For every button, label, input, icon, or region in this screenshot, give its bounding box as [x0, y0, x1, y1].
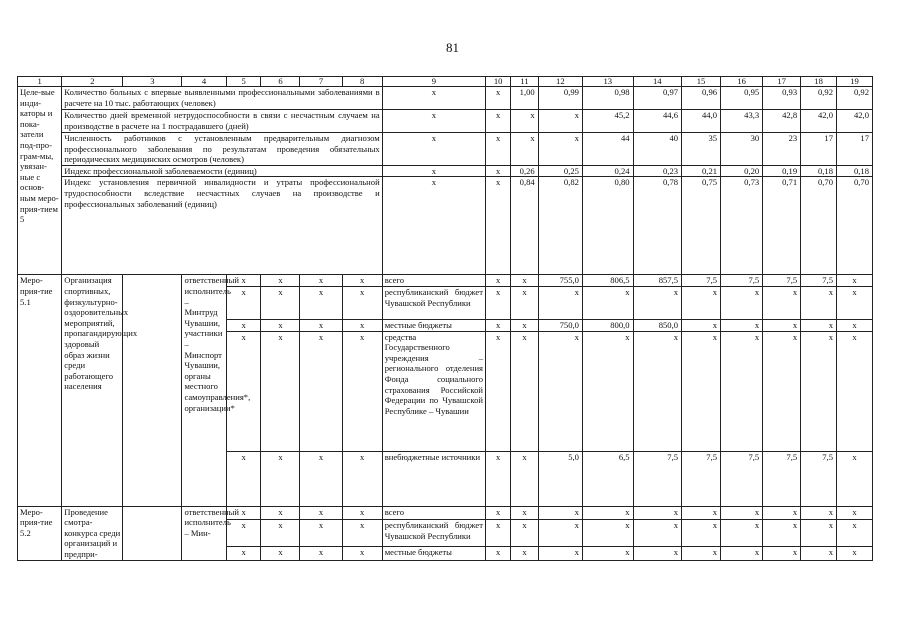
funding-value: 857,5 [633, 275, 681, 287]
measure-name: Проведение смотра-конкурса среди организаций и предпри- [62, 506, 123, 560]
indicator-value: 17 [837, 133, 873, 166]
indicator-value: 0,23 [633, 165, 681, 177]
indicator-value: 40 [633, 133, 681, 166]
budget-code: x [226, 319, 261, 331]
funding-value: x [538, 286, 582, 319]
funding-value: 7,5 [721, 451, 763, 506]
funding-value: x [633, 546, 681, 560]
indicator-value: 42,0 [837, 110, 873, 133]
indicator-value: 0,21 [682, 165, 721, 177]
indicator-value: x [382, 87, 485, 110]
indicator-value: x [486, 177, 511, 275]
funding-value: x [682, 546, 721, 560]
indicator-value: 0,25 [538, 165, 582, 177]
column-number: 6 [261, 77, 300, 87]
funding-value: x [837, 520, 873, 547]
indicator-row [18, 110, 873, 133]
funding-value: x [763, 319, 801, 331]
measure-name: Организация спортивных, физкультурно-оздоровительных мероприятий, пропагандирующих здоровый образ жизни среди работающего населения [62, 275, 123, 506]
funding-source: местные бюджеты [382, 546, 485, 560]
indicator-row [18, 87, 873, 110]
budget-code: x [226, 331, 261, 451]
indicator-value: 0,98 [582, 87, 633, 110]
funding-source: внебюджетные источники [382, 451, 485, 506]
indicator-value: x [382, 177, 485, 275]
indicator-name: Численность работников с установленным предварительным диагнозом профессионального заболевания по результатам проведения обязательных периодических медицинских осмотров (человек) [62, 133, 382, 166]
funding-source: местные бюджеты [382, 319, 485, 331]
funding-value: x [837, 319, 873, 331]
budget-code: x [300, 275, 342, 287]
measure-52-row [18, 506, 873, 520]
funding-value: x [511, 275, 538, 287]
budget-code: x [300, 319, 342, 331]
header-row [18, 77, 873, 87]
column-number: 18 [801, 77, 837, 87]
budget-code: x [300, 331, 342, 451]
indicator-value: 17 [801, 133, 837, 166]
indicator-value: 0,71 [763, 177, 801, 275]
funding-value: 806,5 [582, 275, 633, 287]
budget-code: x [261, 546, 300, 560]
funding-value: 6,5 [582, 451, 633, 506]
column-number: 2 [62, 77, 123, 87]
budget-code: x [342, 331, 382, 451]
budget-code: x [226, 286, 261, 319]
indicator-value: 0,84 [511, 177, 538, 275]
funding-value: x [538, 520, 582, 547]
measure-responsible: ответственный исполнитель – Минтруд Чувашии, участники – Минспорт Чувашии, органы местного самоуправления*, организации* [182, 275, 226, 506]
budget-code: x [300, 286, 342, 319]
indicator-value: 0,26 [511, 165, 538, 177]
budget-code: x [261, 286, 300, 319]
funding-value: x [633, 520, 681, 547]
funding-value: x [538, 546, 582, 560]
column-number: 16 [721, 77, 763, 87]
indicator-row [18, 177, 873, 275]
funding-value: 7,5 [721, 275, 763, 287]
funding-value: x [801, 546, 837, 560]
funding-value: x [511, 546, 538, 560]
column-number: 4 [182, 77, 226, 87]
measure-label: Меро-прия-тие 5.2 [18, 506, 62, 560]
funding-value: 7,5 [763, 275, 801, 287]
indicator-value: 0,20 [721, 165, 763, 177]
column-number: 15 [682, 77, 721, 87]
indicator-value: 0,18 [801, 165, 837, 177]
funding-value: x [837, 286, 873, 319]
funding-value: x [837, 506, 873, 520]
column-number: 13 [582, 77, 633, 87]
funding-value: x [538, 331, 582, 451]
funding-value: x [538, 506, 582, 520]
indicator-value: 44,0 [682, 110, 721, 133]
indicator-value: 1,00 [511, 87, 538, 110]
funding-value: 7,5 [801, 275, 837, 287]
budget-code: x [261, 275, 300, 287]
indicator-name: Количество больных с впервые выявленными профессиональными заболеваниями в расчете на 10 тыс. работающих (человек) [62, 87, 382, 110]
column-number: 10 [486, 77, 511, 87]
funding-value: x [511, 286, 538, 319]
funding-value: 7,5 [633, 451, 681, 506]
funding-value: x [721, 331, 763, 451]
page-number: 81 [446, 40, 459, 55]
funding-source: всего [382, 506, 485, 520]
funding-value: x [511, 506, 538, 520]
indicator-value: 0,24 [582, 165, 633, 177]
indicator-value: 23 [763, 133, 801, 166]
indicator-value: x [538, 110, 582, 133]
funding-value: x [633, 506, 681, 520]
measure-51-row [18, 275, 873, 287]
funding-value: x [486, 319, 511, 331]
program-table [17, 76, 873, 561]
indicator-value: 0,80 [582, 177, 633, 275]
indicator-value: 0,78 [633, 177, 681, 275]
indicator-value: 0,18 [837, 165, 873, 177]
budget-code: x [342, 520, 382, 547]
indicator-value: x [382, 133, 485, 166]
funding-value: 7,5 [682, 275, 721, 287]
funding-value: x [721, 546, 763, 560]
indicator-value: 42,8 [763, 110, 801, 133]
funding-value: x [763, 506, 801, 520]
indicator-name: Индекс установления первичной инвалидности и утраты профессиональной трудоспособности вследствие несчастных случаев на производстве и профессиональных заболеваний (единиц) [62, 177, 382, 275]
column-number: 12 [538, 77, 582, 87]
funding-value: x [721, 520, 763, 547]
funding-value: x [511, 520, 538, 547]
funding-value: x [763, 520, 801, 547]
funding-value: x [763, 331, 801, 451]
funding-value: x [801, 506, 837, 520]
funding-value: x [486, 520, 511, 547]
budget-code: x [226, 275, 261, 287]
indicator-name: Индекс профессиональной заболеваемости (единиц) [62, 165, 382, 177]
budget-code: x [342, 451, 382, 506]
column-number: 7 [300, 77, 342, 87]
funding-value: x [837, 546, 873, 560]
indicator-value: 0,92 [837, 87, 873, 110]
funding-value: x [721, 319, 763, 331]
funding-value: x [721, 286, 763, 319]
indicator-value: 0,93 [763, 87, 801, 110]
column-number: 14 [633, 77, 681, 87]
indicator-value: x [486, 110, 511, 133]
budget-code: x [226, 546, 261, 560]
funding-value: x [582, 331, 633, 451]
measure-label: Меро-прия-тие 5.1 [18, 275, 62, 506]
indicator-value: 44 [582, 133, 633, 166]
funding-value: x [682, 331, 721, 451]
funding-source: республиканский бюджет Чувашской Республики [382, 520, 485, 547]
budget-code: x [342, 319, 382, 331]
funding-value: x [511, 331, 538, 451]
funding-value: x [837, 275, 873, 287]
budget-code: x [226, 506, 261, 520]
indicator-value: 0,97 [633, 87, 681, 110]
budget-code: x [300, 546, 342, 560]
indicator-value: x [538, 133, 582, 166]
budget-code: x [300, 506, 342, 520]
indicator-value: x [382, 110, 485, 133]
funding-value: x [682, 319, 721, 331]
funding-value: x [486, 275, 511, 287]
column-number: 3 [123, 77, 182, 87]
indicator-value: 0,99 [538, 87, 582, 110]
budget-code: x [226, 520, 261, 547]
funding-value: x [763, 286, 801, 319]
indicator-value: x [511, 133, 538, 166]
indicator-value: 0,95 [721, 87, 763, 110]
column-number: 1 [18, 77, 62, 87]
indicator-value: 0,92 [801, 87, 837, 110]
funding-value: x [682, 506, 721, 520]
budget-code: x [342, 506, 382, 520]
funding-value: 755,0 [538, 275, 582, 287]
funding-value: 7,5 [763, 451, 801, 506]
indicator-value: x [511, 110, 538, 133]
funding-value: 850,0 [633, 319, 681, 331]
budget-code: x [342, 546, 382, 560]
funding-value: 7,5 [682, 451, 721, 506]
funding-value: 5,0 [538, 451, 582, 506]
indicator-value: x [486, 165, 511, 177]
indicator-value: 42,0 [801, 110, 837, 133]
budget-code: x [261, 319, 300, 331]
indicator-value: 44,6 [633, 110, 681, 133]
funding-value: 750,0 [538, 319, 582, 331]
column-number: 8 [342, 77, 382, 87]
budget-code: x [342, 286, 382, 319]
column-number: 5 [226, 77, 261, 87]
indicator-value: x [382, 165, 485, 177]
funding-value: x [801, 520, 837, 547]
indicator-value: 0,19 [763, 165, 801, 177]
measure-responsible: ответственный исполнитель – Мин- [182, 506, 226, 560]
funding-value: x [633, 331, 681, 451]
funding-value: x [721, 506, 763, 520]
funding-value: x [582, 286, 633, 319]
funding-source: республиканский бюджет Чувашской Республики [382, 286, 485, 319]
indicator-value: 45,2 [582, 110, 633, 133]
funding-value: x [486, 451, 511, 506]
funding-source: всего [382, 275, 485, 287]
measure-empty [123, 506, 182, 560]
indicator-value: 35 [682, 133, 721, 166]
budget-code: x [261, 331, 300, 451]
indicator-value: x [486, 87, 511, 110]
indicator-value: 0,75 [682, 177, 721, 275]
funding-value: x [486, 331, 511, 451]
funding-value: x [682, 286, 721, 319]
funding-value: x [582, 506, 633, 520]
funding-value: x [801, 319, 837, 331]
indicator-name: Количество дней временной нетрудоспособности в связи с несчастным случаем на производстве в расчете на 1 пострадавшего (дней) [62, 110, 382, 133]
budget-code: x [300, 520, 342, 547]
indicator-value: 0,70 [837, 177, 873, 275]
budget-code: x [261, 451, 300, 506]
target-label: Целе-вые инди-каторы и пока-затели под-про-грам-мы, увязан-ные с основ-ным меро-прия-тием 5 [18, 87, 62, 275]
funding-value: x [801, 286, 837, 319]
funding-value: x [837, 331, 873, 451]
funding-value: x [633, 286, 681, 319]
funding-value: 7,5 [801, 451, 837, 506]
indicator-value: 0,70 [801, 177, 837, 275]
indicator-value: 0,73 [721, 177, 763, 275]
budget-code: x [261, 520, 300, 547]
funding-value: x [511, 319, 538, 331]
funding-value: x [582, 546, 633, 560]
indicator-value: x [486, 133, 511, 166]
column-number: 19 [837, 77, 873, 87]
funding-value: x [486, 546, 511, 560]
funding-value: x [486, 286, 511, 319]
budget-code: x [226, 451, 261, 506]
indicator-row [18, 133, 873, 166]
funding-value: x [801, 331, 837, 451]
funding-value: 800,0 [582, 319, 633, 331]
measure-empty [123, 275, 182, 506]
funding-value: x [682, 520, 721, 547]
indicator-value: 0,82 [538, 177, 582, 275]
indicator-value: 30 [721, 133, 763, 166]
column-number: 17 [763, 77, 801, 87]
funding-value: x [486, 506, 511, 520]
budget-code: x [300, 451, 342, 506]
column-number: 9 [382, 77, 485, 87]
indicator-value: 43,3 [721, 110, 763, 133]
indicator-row [18, 165, 873, 177]
funding-value: x [763, 546, 801, 560]
indicator-value: 0,96 [682, 87, 721, 110]
column-number: 11 [511, 77, 538, 87]
budget-code: x [342, 275, 382, 287]
funding-value: x [582, 520, 633, 547]
funding-value: x [511, 451, 538, 506]
funding-source: средства Государственного учреждения – регионального отделения Фонда социального страхования Российской Федерации по Чувашской Республике – Чувашии [382, 331, 485, 451]
budget-code: x [261, 506, 300, 520]
funding-value: x [837, 451, 873, 506]
